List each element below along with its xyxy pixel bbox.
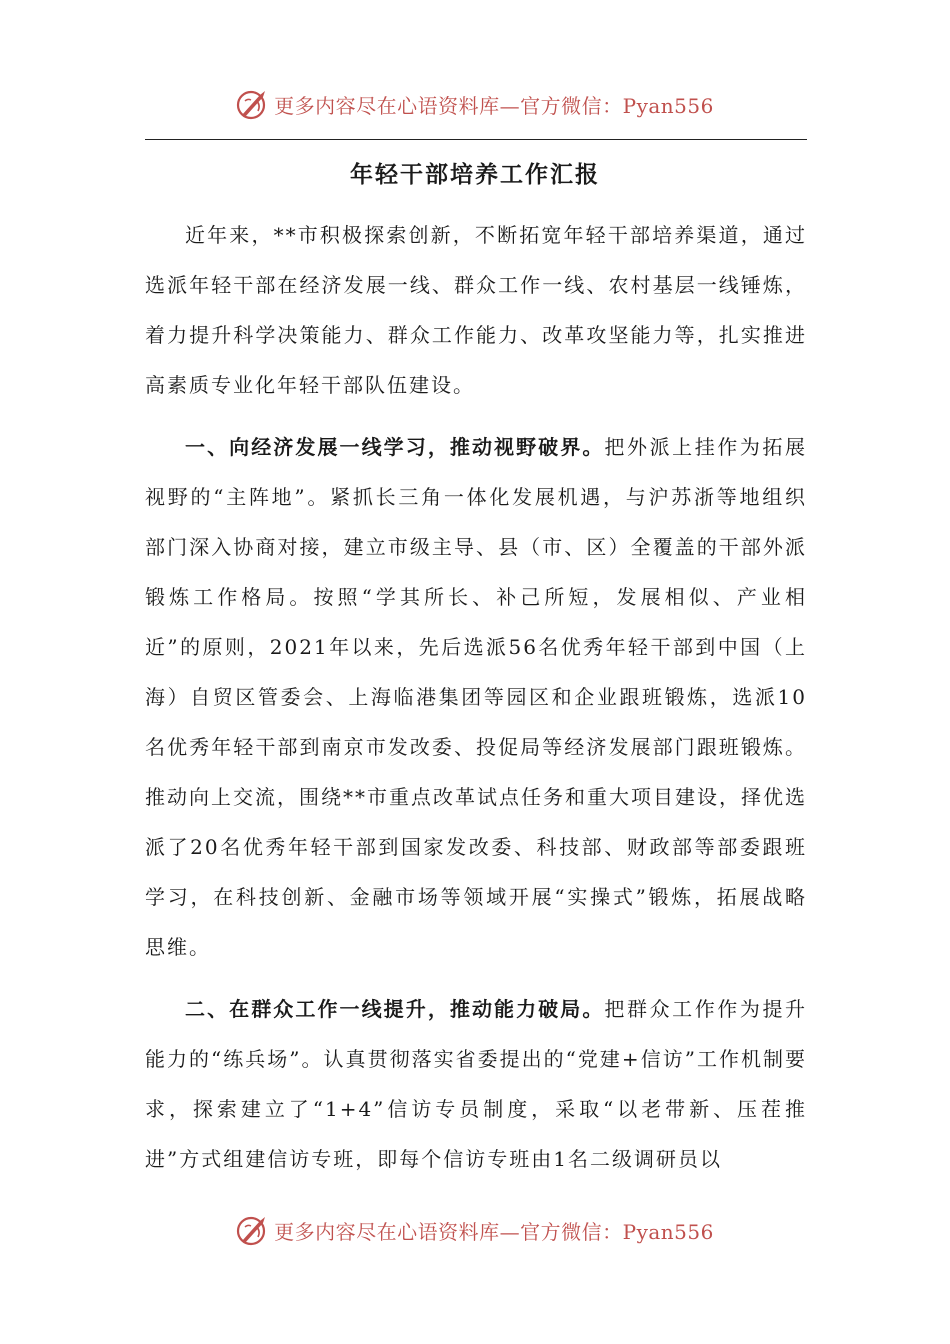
footer-watermark-banner <box>0 1210 950 1250</box>
paragraph-text: 把外派上挂作为拓展视野的“主阵地”。紧抓长三角一体化发展机遇，与沪苏浙等地组织部门深入协商对接，建立市级主导、县（市、区）全覆盖的干部外派锻炼工作格局。按照“学其所长、补己所短，发展相似、产业相近”的原则，2021年以来，先后选派56名优秀年轻干部到中国（上海）自贸区管委会、上海临港集团等园区和企业跟班锻炼，选派10名优秀年轻干部到南京市发改委、投促局等经济发展部门跟班锻炼。推动向上交流，围绕**市重点改革试点任务和重大项目建设，择优选派了20名优秀年轻干部到国家发改委、科技部、财政部等部委跟班学习，在科技创新、金融市场等领域开展“实操式”锻炼，拓展战略思维。 <box>145 435 808 959</box>
document-title: 年轻干部培养工作汇报 <box>350 162 600 188</box>
section-heading: 二、在群众工作一线提升，推动能力破局。 <box>185 997 605 1021</box>
paragraph-section-2 <box>145 984 807 1184</box>
paragraph-intro <box>145 210 807 410</box>
header-watermark-banner <box>0 84 950 124</box>
pen-logo-icon <box>236 87 270 121</box>
document-body <box>145 210 807 1196</box>
section-heading: 一、向经济发展一线学习，推动视野破界。 <box>185 435 605 459</box>
watermark-text: 更多内容尽在心语资料库—官方微信：Pyan556 <box>274 93 714 118</box>
watermark-text: 更多内容尽在心语资料库—官方微信：Pyan556 <box>274 1219 714 1244</box>
header-divider <box>145 139 807 140</box>
paragraph-text: 把群众工作作为提升能力的“练兵场”。认真贯彻落实省委提出的“党建+信访”工作机制要求，探索建立了“1+4”信访专员制度，采取“以老带新、压茬推进”方式组建信访专班，即每个信访专班由1名二级调研员以 <box>145 997 808 1171</box>
pen-logo-icon <box>236 1213 270 1247</box>
paragraph-text: 近年来，**市积极探索创新，不断拓宽年轻干部培养渠道，通过选派年轻干部在经济发展一线、群众工作一线、农村基层一线锤炼，着力提升科学决策能力、群众工作能力、改革攻坚能力等，扎实推进高素质专业化年轻干部队伍建设。 <box>145 223 807 397</box>
paragraph-section-1 <box>145 422 807 972</box>
